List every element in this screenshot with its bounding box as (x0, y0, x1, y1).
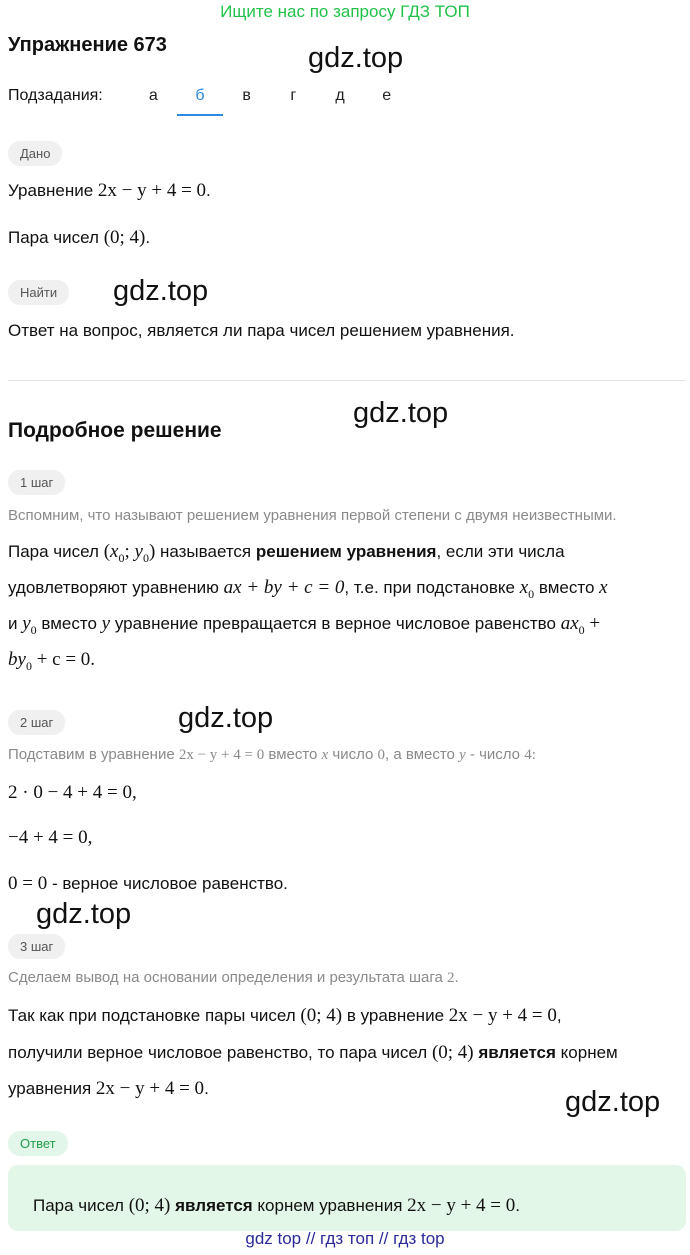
step2-line3-text: - верное числовое равенство. (47, 874, 288, 893)
step2-hint-text: Подставим в уравнение (8, 746, 179, 763)
answer-bold: является (175, 1196, 253, 1215)
step1-line2 (8, 577, 688, 605)
step3-hint-end: . (454, 969, 459, 986)
watermark: gdz.top (113, 275, 209, 307)
step3-hint-text: Сделаем вывод на основании определения и результата шага (8, 969, 448, 986)
step1-math-y0: $y_0$ (22, 613, 37, 637)
step1-math-ax0: $ax_0$ + (560, 613, 601, 637)
step1-text: уравнение превращается в верное числовое равенство (110, 614, 561, 633)
step1-text: , если эти числа (436, 542, 565, 561)
step2-hint-text: - число (465, 746, 525, 763)
step1-line4 (8, 649, 95, 677)
step3-text: Так как при подстановке пары чисел (8, 1006, 301, 1025)
step3-bold: является (478, 1043, 556, 1062)
subtask-tab-g[interactable]: г (290, 87, 297, 104)
subtask-tab-d[interactable]: д (335, 87, 345, 104)
watermark: gdz.top (565, 1086, 661, 1118)
step1-math-x0: $x_0$ (519, 577, 535, 601)
step2-line3 (8, 873, 288, 895)
step1-line3 (8, 613, 688, 641)
footer-separator: // (378, 1229, 389, 1248)
step1-text: удовлетворяют уравнению (8, 578, 224, 597)
footer-link-1[interactable]: gdz top (245, 1229, 302, 1248)
subtask-tabs (130, 80, 410, 116)
step2-label: 2 шаг (8, 710, 65, 735)
given-line1-math: 2x − y + 4 = 0 (97, 180, 207, 201)
step3-math-pair: (0; 4) (431, 1042, 474, 1063)
subtask-tab-a[interactable]: а (148, 87, 158, 104)
step1-math-x: x (599, 577, 608, 598)
step1-text: Пара чисел (8, 542, 104, 561)
answer-math-eq: 2x − y + 4 = 0 (407, 1195, 516, 1216)
step1-text: , т.е. при подстановке (344, 578, 520, 597)
step2-hint-text: вместо (264, 746, 322, 763)
footer-link-3[interactable]: гдз top (393, 1229, 445, 1248)
step2-hint-text: , а вместо (385, 746, 460, 763)
find-text: Ответ на вопрос, является ли пара чисел решением уравнения. (8, 321, 515, 340)
watermark: gdz.top (36, 898, 132, 930)
answer-text-part: Пара чисел (33, 1196, 129, 1215)
answer-text-part: корнем уравнения (252, 1196, 408, 1215)
step1-math-y: y (101, 613, 111, 634)
step3-line3 (8, 1078, 209, 1100)
step1-math-by0: $by_0$ (8, 649, 32, 673)
page-title: Упражнение 673 (8, 34, 167, 56)
find-label: Найти (8, 280, 69, 305)
subtask-tab-b[interactable]: б (177, 80, 224, 116)
step2-line1: 2 · 0 − 4 + 4 = 0, (8, 782, 137, 803)
step1-math-eq: ax + by + c = 0 (223, 577, 345, 598)
watermark: gdz.top (308, 42, 404, 74)
given-label: Дано (8, 141, 62, 166)
step3-text: . (204, 1079, 209, 1098)
step1-math-tail: + c = 0. (31, 649, 96, 670)
step1-text: называется (155, 542, 256, 561)
step3-text: в уравнение (342, 1006, 449, 1025)
given-line2-math: (0; 4) (103, 227, 146, 248)
watermark: gdz.top (353, 397, 449, 429)
footer (0, 1229, 690, 1249)
answer-label: Ответ (8, 1131, 68, 1156)
step3-label: 3 шаг (8, 934, 65, 959)
given-equation (8, 180, 211, 202)
step2-hint-text: число (328, 746, 378, 763)
step2-line3-math: 0 = 0 (8, 873, 48, 894)
step3-text: корнем (555, 1043, 618, 1062)
step3-line2 (8, 1042, 688, 1064)
step3-math-pair: (0; 4) (300, 1005, 343, 1026)
step3-text: получили верное числовое равенство, то пара чисел (8, 1043, 432, 1062)
step1-text: и (8, 614, 23, 633)
step2-hint: Подставим в уравнение 2x − y + 4 = 0 вместо x число 0, а вместо y - число 4: (8, 746, 536, 763)
answer-math-pair: (0; 4) (128, 1195, 171, 1216)
footer-separator: // (305, 1229, 316, 1248)
step1-hint: Вспомним, что называют решением уравнения первой степени с двумя неизвестными. (8, 507, 617, 524)
step1-text: вместо (534, 578, 600, 597)
step2-line2: −4 + 4 = 0, (8, 827, 93, 848)
step1-text: вместо (36, 614, 102, 633)
subtasks-label: Подзадания: (8, 87, 103, 104)
solution-heading: Подробное решение (8, 419, 222, 442)
step3-math-eq: 2x − y + 4 = 0 (448, 1005, 557, 1026)
step1-line1 (8, 541, 688, 569)
step2-hint-eq: 2x − y + 4 = 0 (178, 747, 265, 763)
step1-label: 1 шаг (8, 470, 65, 495)
given-line1-end: . (206, 181, 211, 200)
divider (8, 380, 686, 381)
top-banner: Ищите нас по запросу ГДЗ ТОП (220, 2, 470, 21)
answer-text (33, 1195, 520, 1217)
given-line2-end: . (145, 228, 151, 247)
step1-math-pair: ($x_0$; $y_0$) (103, 541, 156, 565)
step3-text: уравнения (8, 1079, 96, 1098)
step3-hint-num: 2 (447, 970, 455, 986)
step3-line1: Так как при подстановке пары чисел (0; 4) в уравнение 2x − y + 4 = 0, (8, 1005, 562, 1026)
step1-bold: решением уравнения (255, 542, 437, 561)
step3-math-eq: 2x − y + 4 = 0 (95, 1078, 205, 1099)
watermark: gdz.top (178, 702, 274, 734)
given-pair (8, 227, 150, 249)
footer-link-2[interactable]: гдз топ (320, 1229, 375, 1248)
subtask-tab-v[interactable]: в (242, 87, 251, 104)
answer-end: . (515, 1196, 521, 1215)
given-line2-text: Пара чисел (8, 228, 104, 247)
step3-hint (8, 969, 459, 987)
subtask-tab-e[interactable]: е (382, 87, 392, 104)
given-line1-text: Уравнение (8, 181, 98, 200)
